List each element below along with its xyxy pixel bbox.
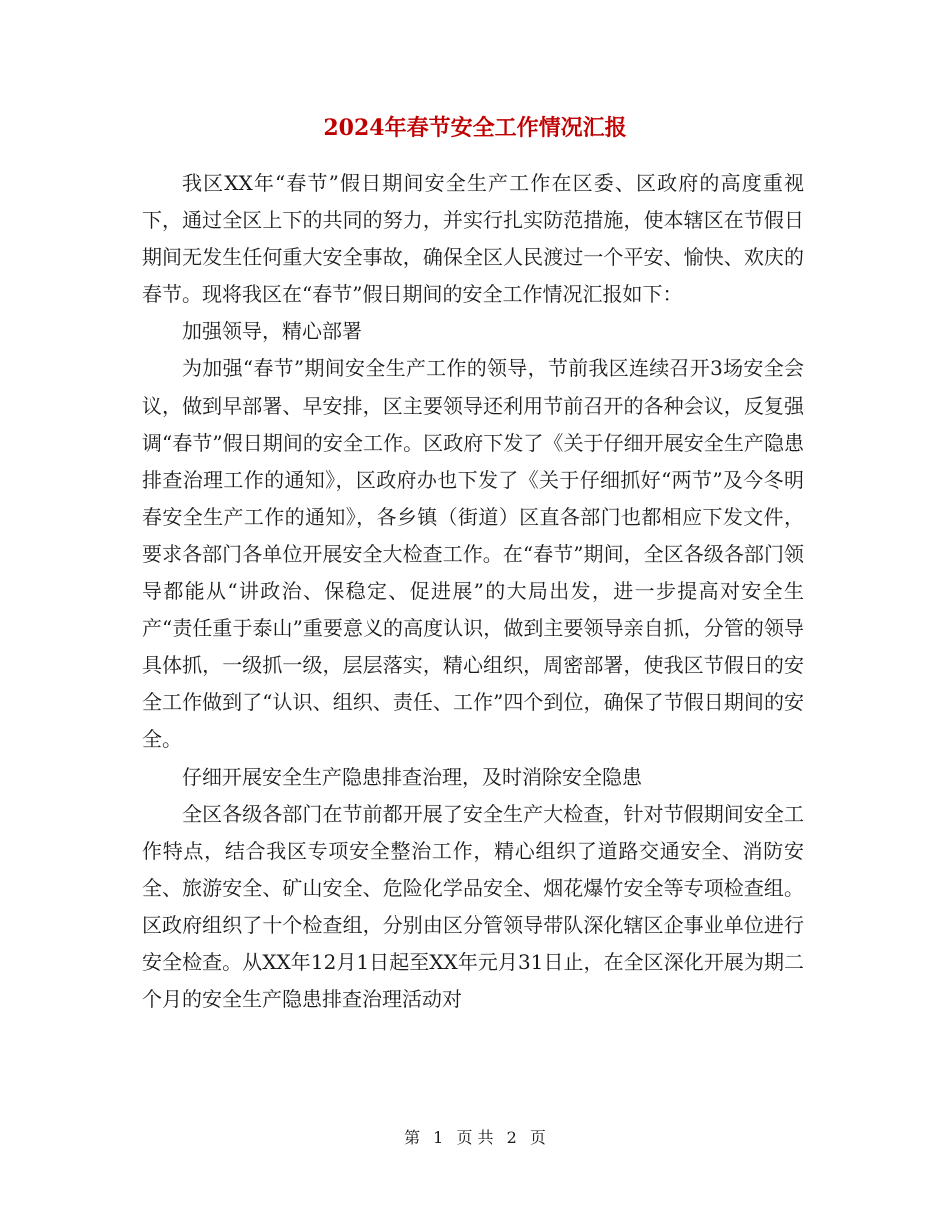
document-title: 2024年春节安全工作情况汇报 — [323, 115, 627, 141]
footer-total-pages: 2 — [506, 1128, 517, 1147]
document-body — [142, 165, 804, 1018]
section-heading-leadership: 加强领导，精心部署 — [182, 319, 362, 344]
paragraph-intro: 我区XX年“春节”假日期间安全生产工作在区委、区政府的高度重视下，通过全区上下的共同的努力，并实行扎实防范措施，使本辖区在节假日期间无发生任何重大安全事故，确保全区人民渡过一个平安、愉快、欢庆的春节。现将我区在“春节”假日期间的安全工作情况汇报如下： — [142, 171, 804, 307]
paragraph-hazard-check: 全区各级各部门在节前都开展了安全生产大检查，针对节假期间安全工作特点，结合我区专项安全整治工作，精心组织了道路交通安全、消防安全、旅游安全、矿山安全、危险化学品安全、烟花爆竹安全等专项检查组。区政府组织了十个检查组，分别由区分管领导带队深化辖区企事业单位进行安全检查。从XX年12月1日起至XX年元月31日止，在全区深化开展为期二个月的安全生产隐患排查治理活动对 — [142, 801, 804, 1012]
section-heading-hazard-check: 仔细开展安全生产隐患排查治理，及时消除安全隐患 — [182, 764, 642, 789]
footer-current-page: 1 — [433, 1128, 444, 1147]
paragraph-leadership: 为加强“春节”期间安全生产工作的领导，节前我区连续召开3场安全会议，做到早部署、早安排，区主要领导还利用节前召开的各种会议，反复强调“春节”假日期间的安全工作。区政府下发了《关于仔细开展安全生产隐患排查治理工作的通知》，区政府办也下发了《关于仔细抓好“两节”及今冬明春安全生产工作的通知》，各乡镇（街道）区直各部门也都相应下发文件，要求各部门各单位开展安全大检查工作。在“春节”期间，全区各级各部门领导都能从“讲政治、保稳定、促进展”的大局出发，进一步提高对安全生产“责任重于泰山”重要意义的高度认识，做到主要领导亲自抓，分管的领导具体抓，一级抓一级，层层落实，精心组织，周密部署，使我区节假日的安全工作做到了“认识、组织、责任、工作”四个到位，确保了节假日期间的安全。 — [142, 356, 804, 752]
footer-label-page: 第 — [404, 1128, 421, 1147]
footer-label-of: 页 共 — [456, 1128, 494, 1147]
page-footer — [0, 1126, 950, 1150]
footer-label-pages: 页 — [529, 1128, 546, 1147]
